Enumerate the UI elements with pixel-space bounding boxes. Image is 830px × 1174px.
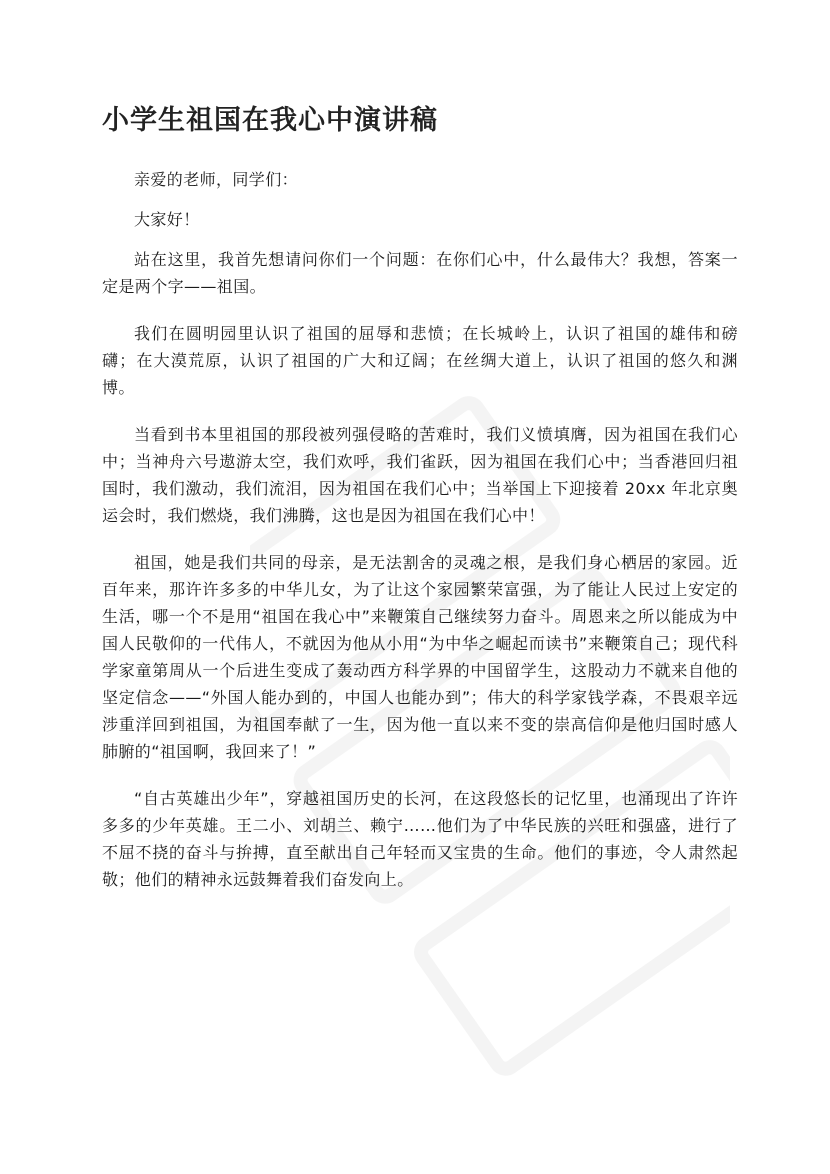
document-title: 小学生祖国在我心中演讲稿	[102, 105, 438, 136]
document-body	[102, 166, 738, 913]
greeting-paragraph: 大家好！	[134, 210, 200, 229]
body-paragraph: 祖国，她是我们共同的母亲，是无法割舍的灵魂之根，是我们身心栖居的家园。近百年来，那许许多多的中华儿女，为了让这个家园繁荣富强，为了能让人民过上安定的生活，哪一个不是用“祖国在我心中”来鞭策自己继续努力奋斗。周恩来之所以能成为中国人民敬仰的一代伟人，不就因为他从小用“为中华之崛起而读书”来鞭策自己；现代科学家童第周从一个后进生变成了轰动西方科学界的中国留学生，这股动力不就来自他的坚定信念——“外国人能办到的，中国人也能办到”；伟大的科学家钱学森，不畏艰辛远涉重洋回到祖国，为祖国奉献了一生，因为他一直以来不变的崇高信仰是他归国时感人肺腑的“祖国啊，我回来了！”	[102, 553, 738, 761]
body-paragraph: 站在这里，我首先想请问你们一个问题：在你们心中，什么最伟大？我想，答案一定是两个字——祖国。	[102, 250, 738, 296]
salutation-paragraph: 亲爱的老师，同学们：	[134, 170, 299, 189]
body-paragraph: “自古英雄出少年”，穿越祖国历史的长河，在这段悠长的记忆里，也涌现出了许许多多的少年英雄。王二小、刘胡兰、赖宁……他们为了中华民族的兴旺和强盛，进行了不屈不挠的奋斗与拚搏，直至献出自己年轻而又宝贵的生命。他们的事迹，令人肃然起敬；他们的精神永远鼓舞着我们奋发向上。	[102, 789, 738, 889]
body-paragraph: 当看到书本里祖国的那段被列强侵略的苦难时，我们义愤填膺，因为祖国在我们心中；当神舟六号遨游太空，我们欢呼，我们雀跃，因为祖国在我们心中；当香港回归祖国时，我们激动，我们流泪，因为祖国在我们心中；当举国上下迎接着 20xx 年北京奥运会时，我们燃烧，我们沸腾，这也是因为祖国在我们心中！	[102, 425, 738, 525]
body-paragraph: 我们在圆明园里认识了祖国的屈辱和悲愤；在长城岭上，认识了祖国的雄伟和磅礴；在大漠荒原，认识了祖国的广大和辽阔；在丝绸大道上，认识了祖国的悠久和渊博。	[102, 324, 738, 397]
